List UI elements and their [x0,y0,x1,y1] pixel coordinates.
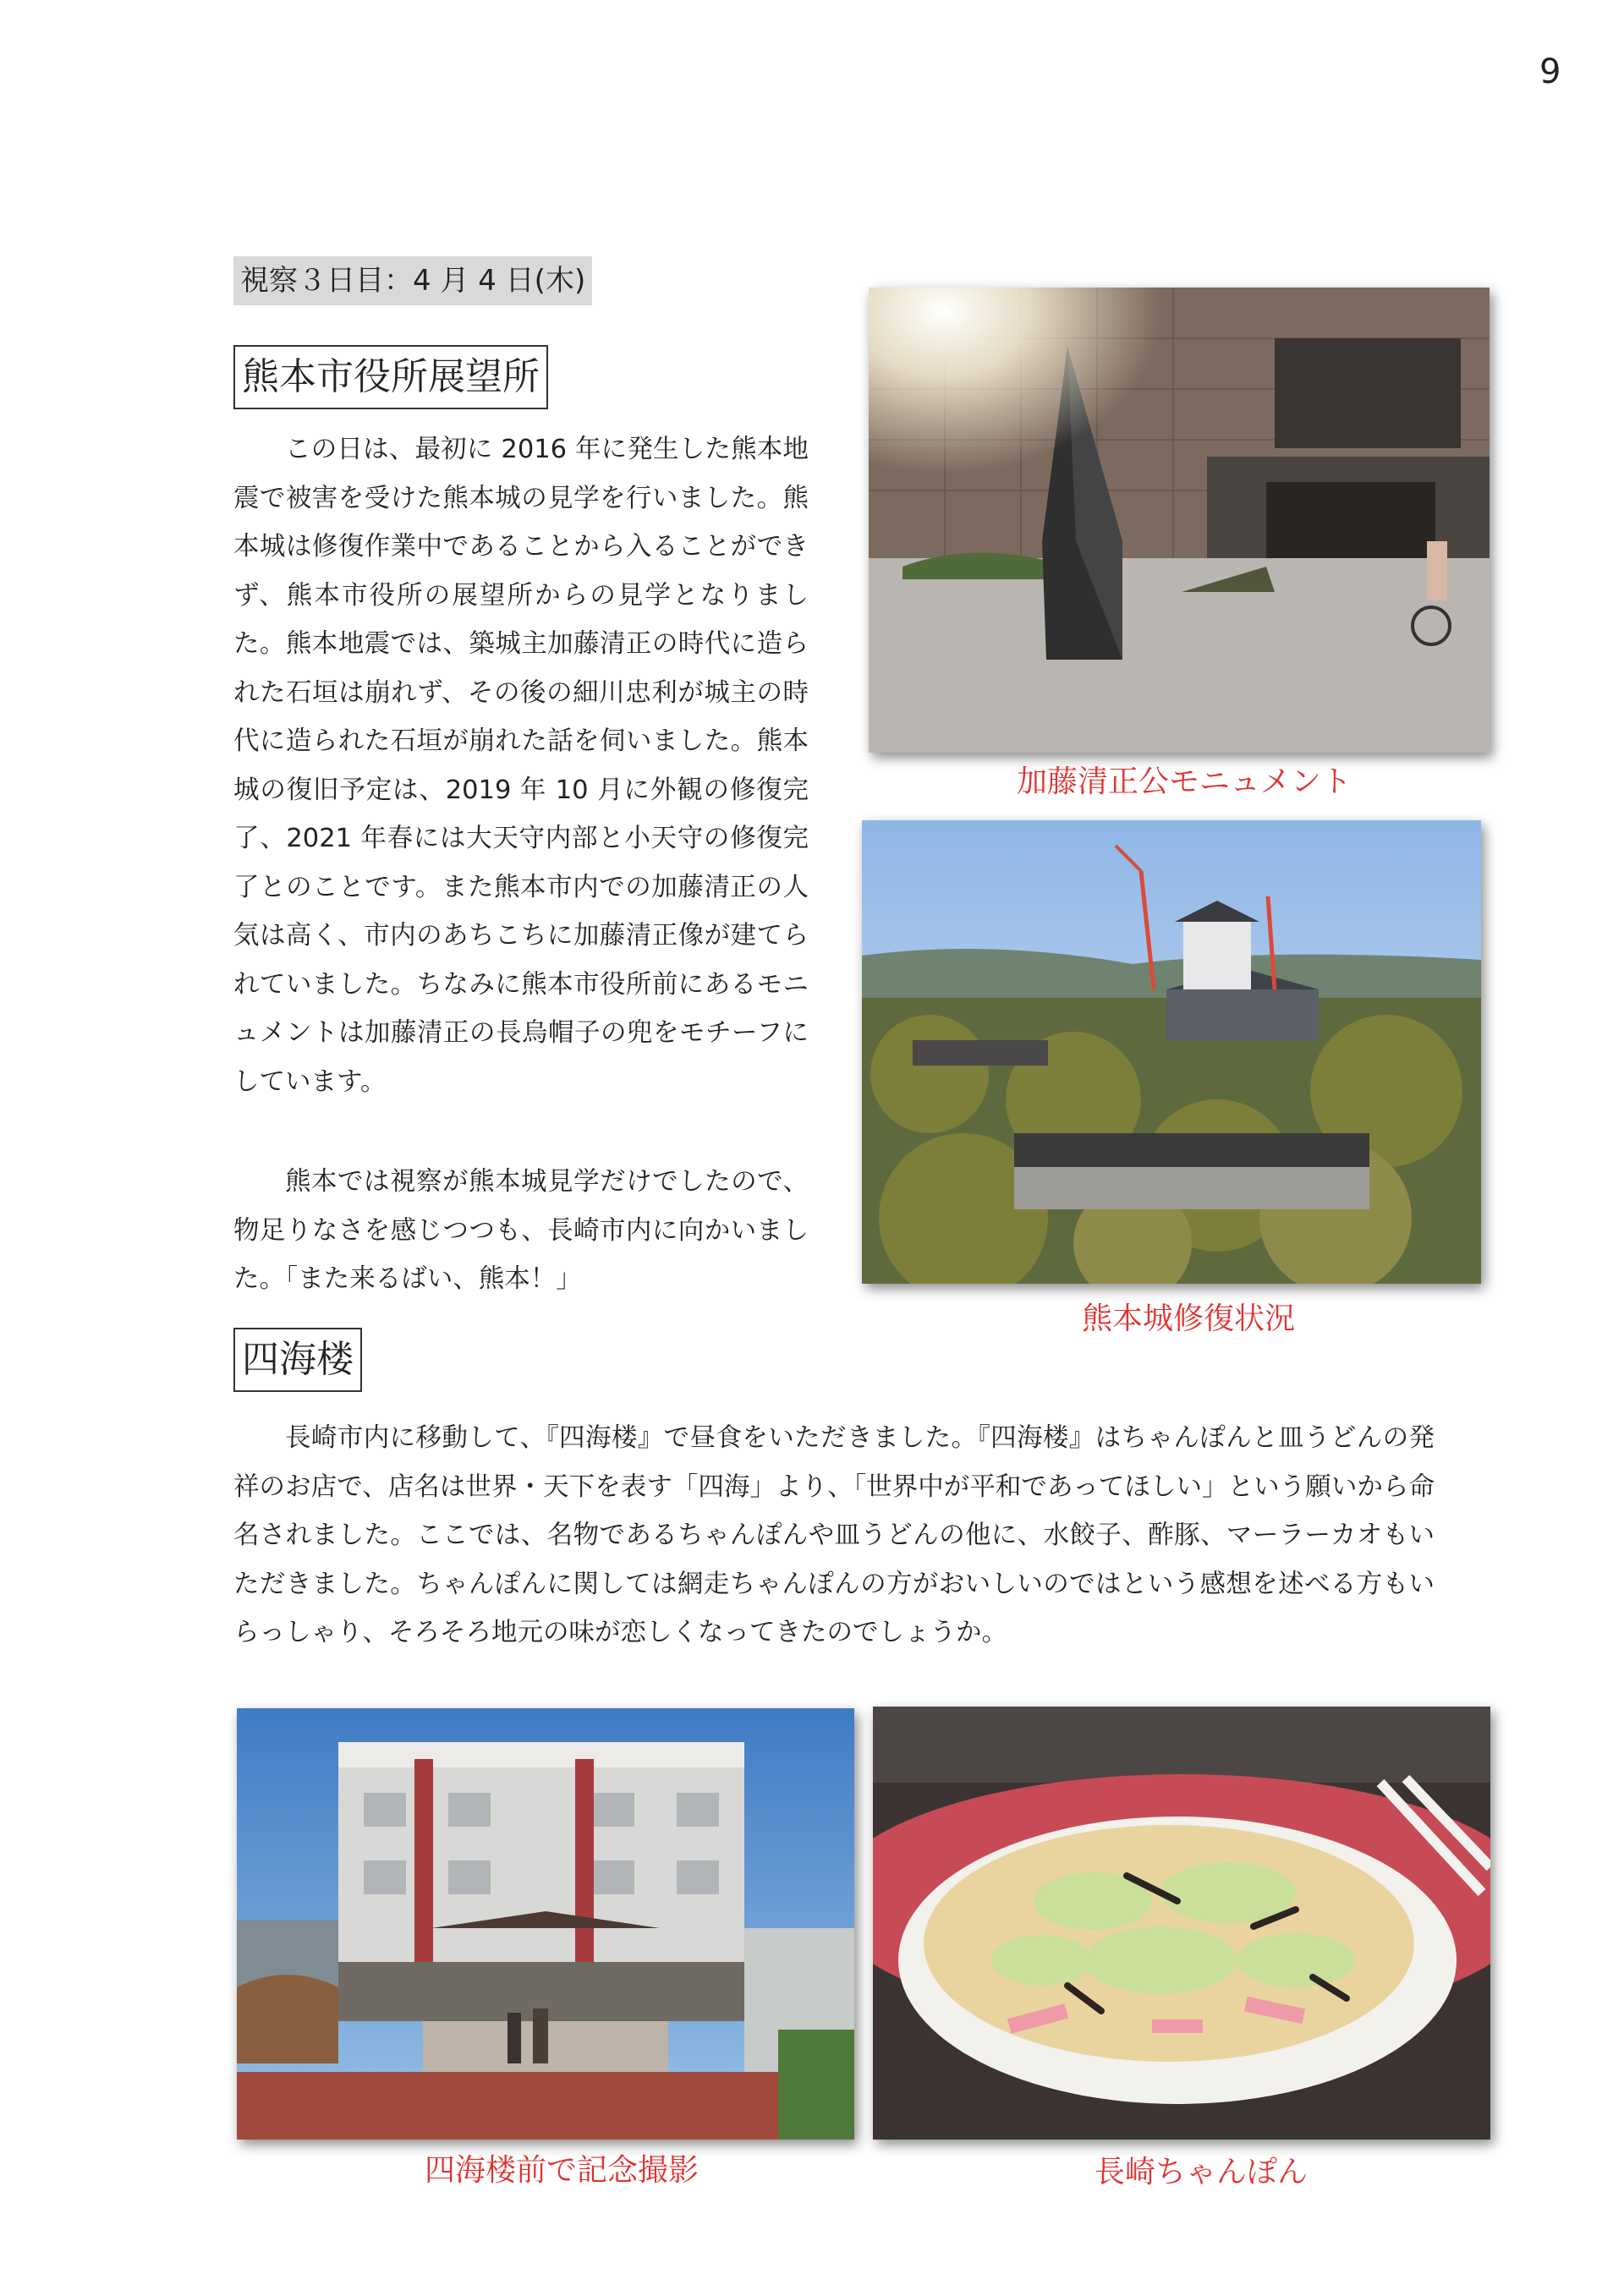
shikairou-paragraph: 長崎市内に移動して、『四海楼』で昼食をいただきました。『四海楼』はちゃんぽんと皿うどんの発祥のお店で、店名は世界・天下を表す「四海」より、「世界中が平和であってほしい」という願いから命名されました。ここでは、名物であるちゃんぽんや皿うどんの他に、水餃子、酢豚、マーラーカオもいただきました。ちゃんぽんに関しては網走ちゃんぽんの方がおいしいのではという感想を述べる方もいらっしゃり、そろそろ地元の味が恋しくなってきたのでしょうか。 [233,1423,1435,1647]
castle-photo [862,820,1481,1284]
champon-photo [873,1707,1490,2140]
shikairou-building-caption: 四海楼前で記念撮影 [424,2153,700,2188]
monument-photo [869,288,1490,753]
kumamoto-paragraph-2: 熊本では視察が熊本城見学だけでしたので、物足りなさを感じつつも、長崎市内に向かいました。「また来るばい、熊本！」 [233,1167,809,1294]
castle-caption: 熊本城修復状況 [1081,1301,1296,1336]
page-number: 9 [1539,52,1561,91]
shikairou-building-photo [237,1708,854,2140]
monument-caption: 加藤清正公モニュメント [1016,764,1352,799]
section-title-shikairou: 四海楼 [233,1328,362,1392]
kumamoto-paragraph-1: この日は、最初に 2016 年に発生した熊本地震で被害を受けた熊本城の見学を行いました。熊本城は修復作業中であることから入ることができず、熊本市役所の展望所からの見学となりました。熊本地震では、築城主加藤清正の時代に造られた石垣は崩れず、その後の細川忠利が城主の時代に造られた石垣が崩れた話を伺いました。熊本城の復旧予定は、2019 年 10 月に外観の修復完了、2021 年春には大天守内部と小天守の修復完了とのことです。また熊本市内での加藤清正の人気は高く、市内のあちこちに加藤清正像が建てられていました。ちなみに熊本市役所前にあるモニュメントは加藤清正の長烏帽子の兜をモチーフにしています。 [233,435,809,1097]
champon-caption: 長崎ちゃんぽん [1094,2155,1309,2189]
date-heading: 視察３日目：4 月 4 日(木) [233,256,592,305]
section-title-kumamoto-observatory: 熊本市役所展望所 [233,345,548,409]
